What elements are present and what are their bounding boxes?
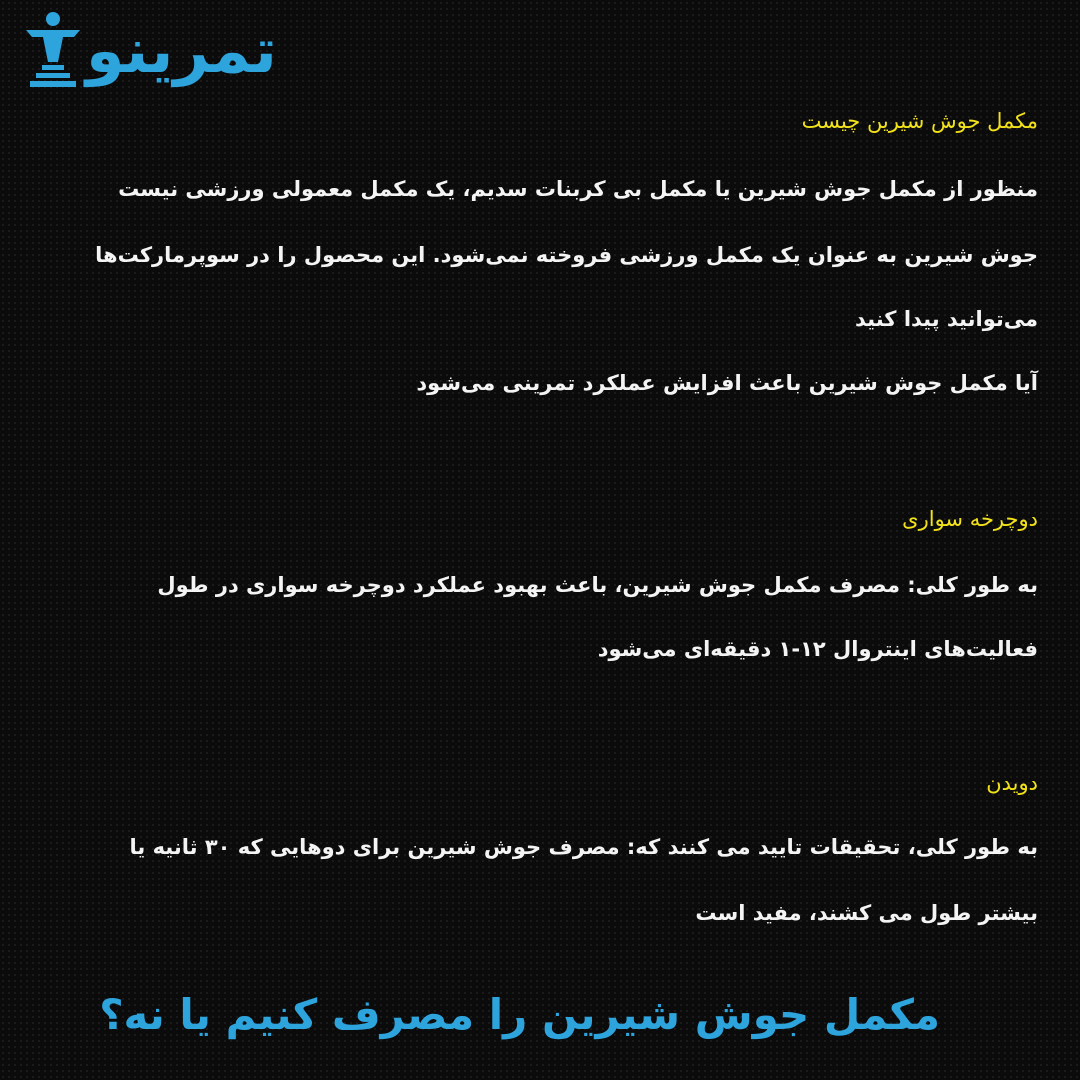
paragraph-line: منظور از مکمل جوش شیرین یا مکمل بی کربنات سدیم، یک مکمل معمولی ورزشی نیست xyxy=(118,177,1038,201)
section-heading-running: دویدن xyxy=(986,771,1038,795)
paragraph-line: آیا مکمل جوش شیرین باعث افزایش عملکرد تمرینی می‌شود xyxy=(416,371,1038,395)
trophy-icon xyxy=(22,10,84,92)
paragraph-line: به طور کلی: مصرف مکمل جوش شیرین، باعث بهبود عملکرد دوچرخه سواری در طول xyxy=(157,573,1038,597)
paragraph-line: می‌توانید پیدا کنید xyxy=(855,307,1038,331)
footer-title: مکمل جوش شیرین را مصرف کنیم یا نه؟ xyxy=(99,990,940,1039)
brand-logo xyxy=(22,10,277,92)
brand-wordmark: تمرینو xyxy=(86,14,277,87)
paragraph-line: بیشتر طول می کشند، مفید است xyxy=(695,901,1038,925)
paragraph-line: جوش شیرین به عنوان یک مکمل ورزشی فروخته نمی‌شود. این محصول را در سوپرمارکت‌ها xyxy=(95,243,1038,267)
section-heading-what-is: مکمل جوش شیرین چیست xyxy=(801,109,1038,133)
paragraph-line: به طور کلی، تحقیقات تایید می کنند که: مصرف جوش شیرین برای دوهایی که ۳۰ ثانیه یا xyxy=(129,835,1038,859)
paragraph-line: فعالیت‌های اینتروال ۱۲-۱ دقیقه‌ای می‌شود xyxy=(597,637,1038,661)
section-heading-cycling: دوچرخه سواری xyxy=(902,507,1038,531)
